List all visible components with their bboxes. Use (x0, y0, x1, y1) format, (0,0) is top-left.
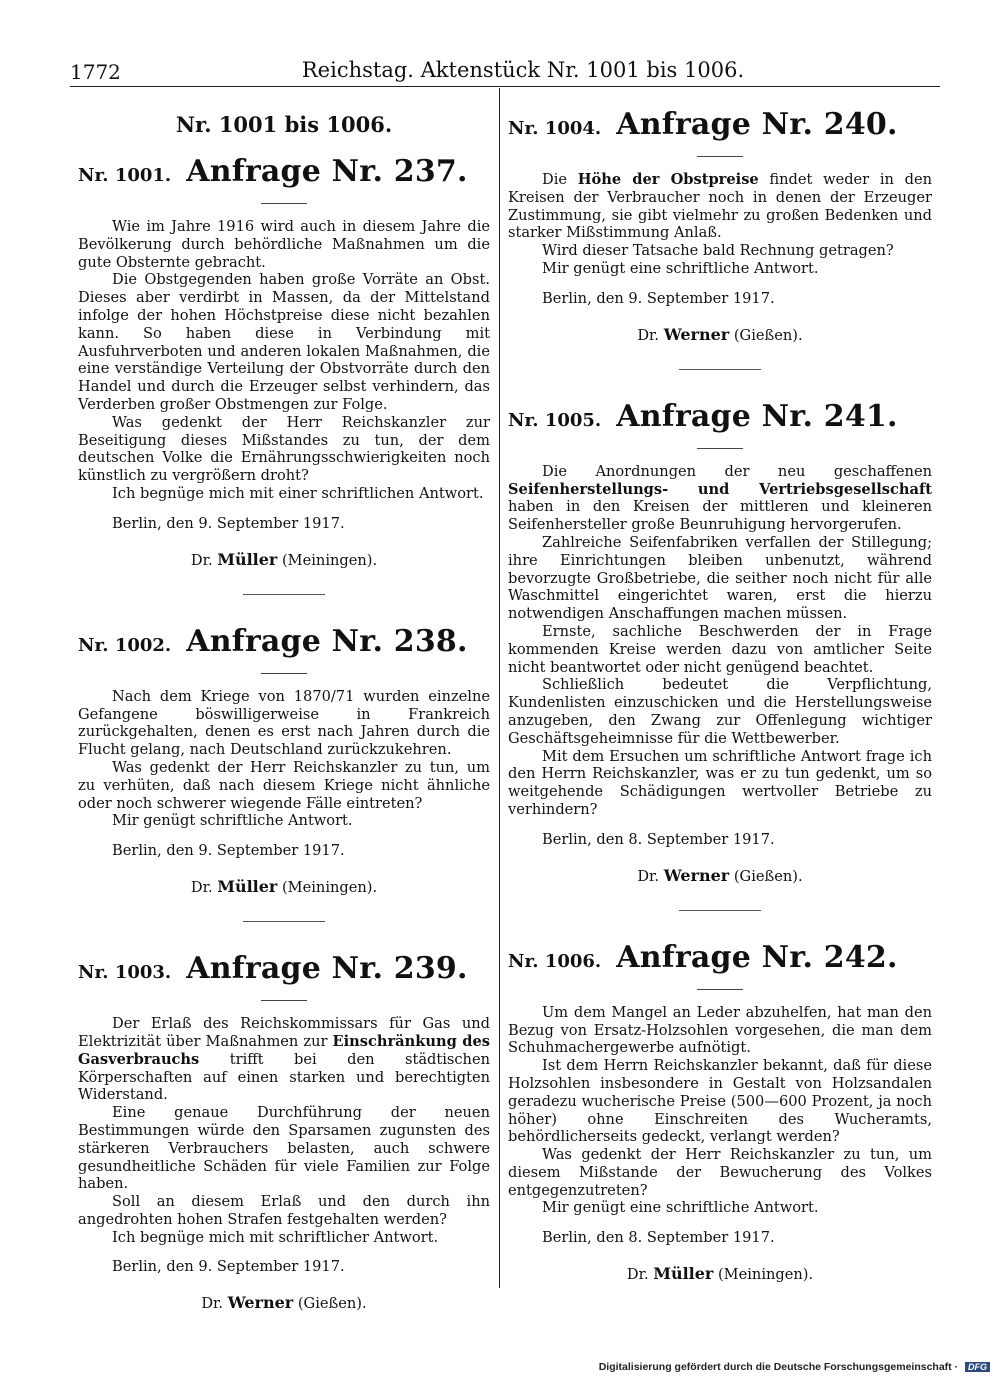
section-heading (78, 617, 490, 671)
heading-rule (697, 156, 743, 157)
section-heading (78, 147, 490, 201)
signoff-author (78, 1292, 490, 1315)
right-column (508, 100, 932, 1286)
heading-rule (697, 989, 743, 990)
paragraph: Schließlich bedeutet die Verpflichtung, Kundenlisten einzuschicken und die Herstellungsweise anzugeben, den Zwang zur Offenlegung wichtiger Geschäftsgeheimnisse für die Wettbewerber. (508, 676, 932, 747)
document-number: Nr. 1001. (78, 165, 172, 186)
author-prefix: Dr. (190, 551, 213, 569)
paragraph: Ich begnüge mich mit einer schriftlichen Antwort. (112, 484, 484, 502)
left-column (78, 100, 490, 1315)
paragraph (78, 1015, 490, 1104)
collection-title: Nr. 1001 bis 1006. (175, 112, 393, 137)
paragraph: Die Obstgegenden haben große Vorräte an Obst. Dieses aber verdirbt in Massen, da der Mittelstand infolge der hohen Höchstpreise diese nicht bezahlen kann. So haben diese in Verbindung mit Ausfuhrverboten und anderen lokalen Maßnahmen, die eine verständige Verteilung der Obstvorräte durch den Handel und durch die Erzeuger selbst verhindern, das Verderben großer Obstmengen zur Folge. (78, 271, 490, 413)
section-1001 (78, 147, 490, 595)
signoff-date: Berlin, den 9. September 1917. (112, 1258, 345, 1276)
paragraph: Mir genügt eine schriftliche Antwort. (542, 259, 819, 277)
section-heading (508, 933, 932, 987)
document-number: Nr. 1004. (508, 118, 602, 139)
document-number: Nr. 1002. (78, 634, 172, 656)
heading-rule (261, 1000, 307, 1001)
section-heading (508, 100, 932, 154)
heading-rule (261, 673, 307, 674)
author-prefix: Dr. (637, 326, 660, 344)
author-constituency: (Meiningen). (281, 879, 378, 897)
section-separator (679, 910, 761, 911)
page-number: 1772 (70, 60, 121, 84)
paragraph: Ich begnüge mich mit schriftlicher Antwort. (112, 1228, 439, 1246)
text-run: Die Anordnungen der neu geschaffenen (542, 462, 932, 480)
text-run: Die (542, 171, 578, 188)
author-prefix: Dr. (626, 1266, 649, 1284)
page-header (70, 56, 940, 84)
inquiry-title: Anfrage Nr. 242. (616, 939, 898, 975)
signoff-date: Berlin, den 9. September 1917. (112, 514, 345, 532)
author-name: Müller (217, 877, 278, 897)
paragraph: Was gedenkt der Herr Reichskanzler zur Beseitigung dieses Mißstandes zu tun, der dem deutschen Volke die Ernährungsschwierigkeiten noch künstlich zu vergrößern droht? (78, 413, 490, 485)
section-1004 (508, 100, 932, 370)
signoff-author (78, 549, 490, 572)
section-separator (679, 369, 761, 370)
paragraph: Was gedenkt der Herr Reichskanzler zu tun, um zu verhüten, daß nach diesem Kriege nicht ähnliche oder noch schwerer wiegende Fälle eintreten? (78, 758, 490, 812)
header-rule (70, 86, 940, 87)
section-separator (243, 921, 325, 922)
paragraph: Was gedenkt der Herr Reichskanzler zu tun, um diesem Mißstande der Bewucherung des Volkes entgegenzutreten? (508, 1146, 932, 1199)
signoff-author (508, 324, 932, 347)
paragraph: Eine genaue Durchführung der neuen Bestimmungen würde den Sparsamen zugunsten des stärkeren Verbrauchers belasten, auch schwere gesundheitliche Schäden für viele Familien zur Folge haben. (78, 1104, 490, 1193)
signoff-date: Berlin, den 8. September 1917. (542, 1229, 775, 1247)
inquiry-title: Anfrage Nr. 238. (186, 623, 468, 659)
section-separator (243, 594, 325, 595)
section-heading (78, 944, 490, 998)
author-prefix: Dr. (190, 879, 213, 897)
author-name: Werner (663, 865, 730, 885)
section-heading (508, 392, 932, 446)
emphasized-text: Höhe der Obstpreise (577, 171, 759, 188)
text-run: haben in den Kreisen der mittleren und kleineren Seifenhersteller große Beunruhigung hervorgerufen. (508, 498, 932, 534)
author-name: Werner (663, 324, 730, 344)
author-constituency: (Meiningen). (717, 1266, 814, 1284)
dfg-logo: DFG (965, 1362, 990, 1372)
text-run: findet weder in den Kreisen der Verbraucher noch in denen der Erzeuger Zustimmung, sie gibt vielmehr zu großen Bedenken und starker Mißstimmung Anlaß. (508, 171, 933, 242)
author-name: Müller (653, 1264, 714, 1284)
inquiry-title: Anfrage Nr. 239. (186, 951, 468, 987)
signoff-author (508, 1263, 932, 1286)
text-run: trifft bei den städtischen Körperschaften auf einen starken und berechtigten Widerstand. (78, 1050, 490, 1104)
text-run: Der Erlaß des Reichskommissars für Gas und Elektrizität über Maßnahmen zur (78, 1015, 490, 1050)
section-1005 (508, 392, 932, 911)
digitization-footer (599, 1361, 990, 1377)
paragraph: Ist dem Herrn Reichskanzler bekannt, daß für diese Holzsohlen insbesondere in Gestalt von Holzsandalen geradezu wucherische Preise (500—600 Prozent, ja noch höher) ohne Einschreiten des Wucheramts, behördlicherseits gedeckt, verlangt werden? (508, 1057, 932, 1146)
section-1006 (508, 933, 932, 1287)
inquiry-title: Anfrage Nr. 241. (616, 398, 898, 434)
paragraph: Mir genügt eine schriftliche Antwort. (542, 1199, 819, 1217)
author-constituency: (Meiningen). (281, 551, 378, 569)
paragraph: Um dem Mangel an Leder abzuhelfen, hat man den Bezug von Ersatz-Holzsohlen vorgesehen, die man dem Schuhmachergewerbe aufnötigt. (508, 1003, 932, 1057)
author-constituency: (Gießen). (297, 1295, 367, 1313)
signoff-date: Berlin, den 9. September 1917. (112, 842, 345, 860)
signoff-date: Berlin, den 9. September 1917. (542, 289, 775, 307)
author-name: Müller (217, 549, 278, 569)
author-name: Werner (227, 1293, 294, 1313)
author-prefix: Dr. (201, 1295, 224, 1313)
document-number: Nr. 1003. (78, 962, 172, 984)
author-constituency: (Gießen). (733, 326, 803, 344)
inquiry-title: Anfrage Nr. 237. (186, 154, 468, 189)
running-title: Reichstag. Aktenstück Nr. 1001 bis 1006. (301, 58, 745, 82)
emphasized-text: Seifenherstellungs- und Vertriebsgesellschaft (508, 480, 932, 498)
author-prefix: Dr. (637, 867, 660, 885)
author-constituency: (Gießen). (733, 867, 803, 885)
paragraph: Nach dem Kriege von 1870/71 wurden einzelne Gefangene böswilligerweise in Frankreich zurückgehalten, denen es erst nach Jahren durch die Flucht gelang, nach Deutschland zurückzukehren. (78, 687, 490, 759)
paragraph (508, 171, 932, 242)
signoff-author (78, 876, 490, 899)
signoff-author (508, 865, 932, 888)
signoff-date: Berlin, den 8. September 1917. (542, 830, 775, 848)
paragraph: Soll an diesem Erlaß und den durch ihn angedrohten hohen Strafen festgehalten werden? (78, 1193, 490, 1228)
paragraph: Zahlreiche Seifenfabriken verfallen der Stillegung; ihre Einrichtungen bleiben unbenutzt, während bevorzugte Großbetriebe, die seither noch nicht für alle Waschmittel eingerichtet waren, erst die hierzu notwendigen Anschaffungen machen müssen. (508, 533, 932, 623)
section-1002 (78, 617, 490, 922)
document-number: Nr. 1006. (508, 950, 602, 972)
heading-rule (697, 448, 743, 449)
column-divider (499, 88, 500, 1288)
paragraph: Mir genügt schriftliche Antwort. (112, 812, 353, 830)
paragraph: Ernste, sachliche Beschwerden der in Frage kommenden Kreise werden dazu von amtlicher Seite nicht beantwortet oder nicht genügend beachtet. (508, 622, 932, 676)
emphasized-text: Einschränkung des Gasverbrauchs (78, 1032, 490, 1068)
paragraph: Wird dieser Tatsache bald Rechnung getragen? (542, 242, 894, 260)
funding-notice: Digitalisierung gefördert durch die Deutsche Forschungsgemeinschaft · (598, 1361, 959, 1373)
heading-rule (261, 203, 307, 204)
section-1003 (78, 944, 490, 1315)
inquiry-title: Anfrage Nr. 240. (616, 107, 898, 142)
paragraph (508, 463, 932, 534)
paragraph: Wie im Jahre 1916 wird auch in diesem Jahre die Bevölkerung durch behördliche Maßnahmen um die gute Obsternte gebracht. (78, 218, 490, 271)
document-number: Nr. 1005. (508, 409, 602, 431)
paragraph: Mit dem Ersuchen um schriftliche Antwort frage ich den Herrn Reichskanzler, was er zu tun gedenkt, um so weitgehende Schädigungen wertvoller Betriebe zu verhindern? (508, 747, 932, 818)
